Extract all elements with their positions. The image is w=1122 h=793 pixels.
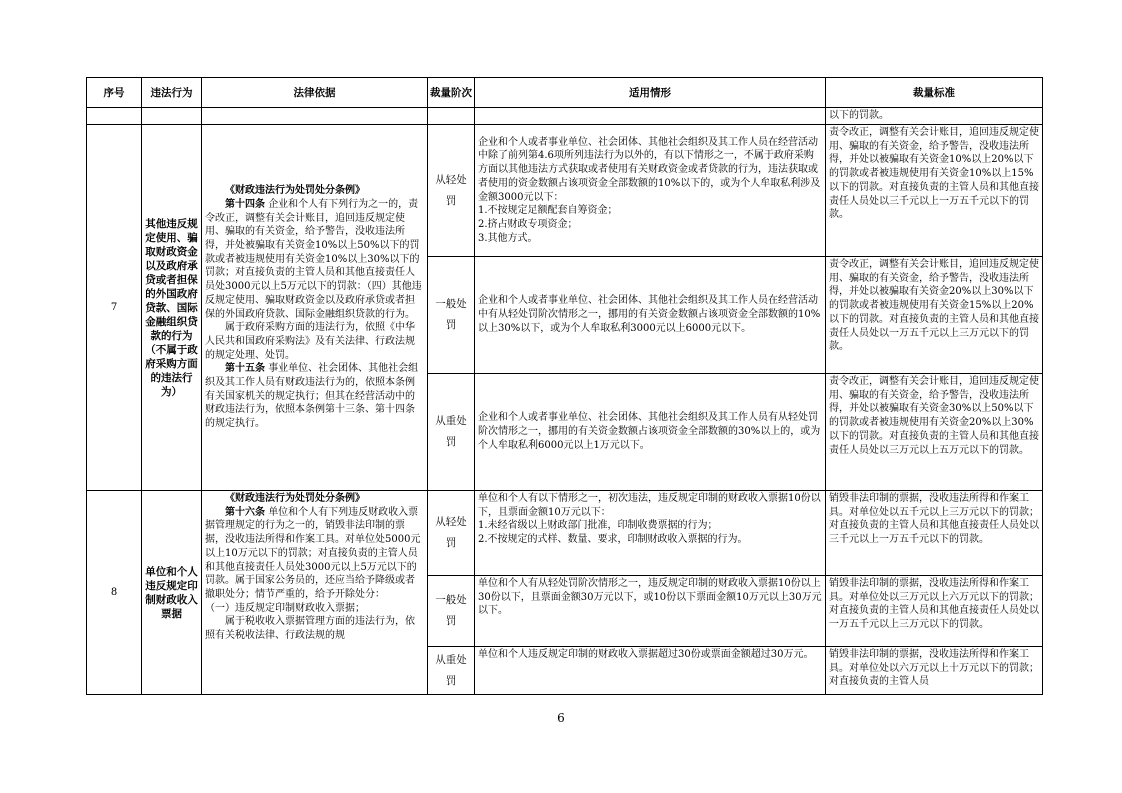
row-7-violation: 其他违反规定使用、骗取财政资金以及政府承贷或者担保的外国政府贷款、国际金融组织贷款的行为（不属于政府采购方面的违法行为） <box>142 125 202 491</box>
row-8-standard-general: 销毁非法印制的票据，没收违法所得和作案工具。对单位处以三万元以上六万元以下的罚款；对直接负责的主管人员和其他直接责任人员处以一万五千元以上三万元以下的罚款。 <box>826 576 1043 647</box>
row-8-number: 8 <box>87 491 142 695</box>
row-7-level-general: 一般处罚 <box>428 257 475 374</box>
header-basis: 法律依据 <box>202 78 428 108</box>
header-situation: 适用情形 <box>475 78 826 108</box>
row-8-situation-general: 单位和个人有从轻处罚阶次情形之一，违反规定印制的财政收入票据10份以上30份以下，且票面金额30万元以下，或10份以下票面金额10万元以上30万元以下。 <box>475 576 826 647</box>
page-number: 6 <box>557 711 565 725</box>
row-7-situation-lenient: 企业和个人或者事业单位、社会团体、其他社会组织及其工作人员在经营活动中除了前列第4.6项所列违法行为以外的，有以下情形之一，不属于政府采购方面以其他违法方式获取或者使用有关财政资金或者贷款的行为，违法获取或者使用的资金数额占该项资金全部数额的10%以下的，或为个人牟取私利涉及金额3000元以下： 1.不按规定足额配套自筹资金； 2.挤占财政专项资金； 3.其他方式。 <box>475 125 826 257</box>
row-8-article-16-text: 单位和个人有下列违反财政收入票据管理规定的行为之一的，销毁非法印制的票据，没收违法所得和作案工具。对单位处5000元以上10万元以下的罚款；对直接负责的主管人员和其他直接责任人员处3000元以上5万元以下的罚款。属于国家公务员的，还应当给予降级或者撤职处分；情节严重的，给予开除处分： <box>205 506 421 600</box>
row-8-level-lenient: 从轻处罚 <box>428 491 475 576</box>
row-7-article-15-head: 第十五条 <box>225 363 265 375</box>
row-7-situation-severe: 企业和个人或者事业单位、社会团体、其他社会组织及其工作人员有从轻处罚阶次情形之一，挪用的有关资金数额占该项资金全部数额的30%以上的，或为个人牟取私利6000元以上1万元以下。 <box>475 374 826 491</box>
row-8-standard-lenient: 销毁非法印制的票据，没收违法所得和作案工具。对单位处以五千元以上三万元以下的罚款；对直接负责的主管人员和其他直接责任人员处以三千元以上一万五千元以下的罚款。 <box>826 491 1043 576</box>
row-8-situation-lenient: 单位和个人有以下情形之一，初次违法，违反规定印制的财政收入票据10份以下，且票面金额10万元以下： 1.未经省级以上财政部门批准，印制收费票据的行为； 2.不按规定的式样、数量、要求，印制财政收入票据的行为。 <box>475 491 826 576</box>
row-7-legal-basis <box>202 125 428 491</box>
row-8-standard-severe: 销毁非法印制的票据，没收违法所得和作案工具。对单位处以六万元以上十万元以下的罚款；对直接负责的主管人员 <box>826 647 1043 695</box>
table-header-row <box>87 78 1043 108</box>
carry-over-row <box>87 108 1043 125</box>
header-standard: 裁量标准 <box>826 78 1043 108</box>
row-7-procurement-note: 属于政府采购方面的违法行为，依照《中华人民共和国政府采购法》及有关法律、行政法规的规定处理、处罚。 <box>205 322 415 361</box>
row-8-legal-basis <box>202 491 428 695</box>
row-7-article-14-head: 第十四条 <box>225 198 265 210</box>
row-7-situation-general: 企业和个人或者事业单位、社会团体、其他社会组织及其工作人员在经营活动中有从轻处罚阶次情形之一，挪用的有关资金数额占该项资金全部数额的10%以上30%以下，或为个人牟取私利3000元以上6000元以下。 <box>475 257 826 374</box>
row-8-level-severe: 从重处罚 <box>428 647 475 695</box>
row-8-article-16-head: 第十六条 <box>225 506 265 518</box>
row-8-item-1: （一）违反规定印制财政收入票据； <box>205 602 365 614</box>
row-7-article-14-text: 企业和个人有下列行为之一的，责令改正，调整有关会计账目，追回违反规定使用、骗取的有关资金，给予警告，没收违法所得，并处被骗取有关资金10%以上50%以下的罚款或者被违规使用有关资金10%以上30%以下的罚款；对直接负责的主管人员和其他直接责任人员处3000元以上5万元以下的罚款：（四）其他违反规定使用、骗取财政资金以及政府承贷或者担保的外国政府贷款、国际金融组织贷款的行为。 <box>205 198 422 320</box>
row-7-lenient <box>87 125 1043 257</box>
header-act: 违法行为 <box>142 78 202 108</box>
header-level: 裁量阶次 <box>428 78 475 108</box>
header-no: 序号 <box>87 78 142 108</box>
row-7-standard-severe: 责令改正，调整有关会计账目，追回违反规定使用、骗取的有关资金，给予警告，没收违法所得，并处以被骗取有关资金30%以上50%以下的罚款或者被违规使用有关资金20%以上30%以下的罚款。对直接负责的主管人员和其他直接责任人员处以三万元以上五万元以下的罚款。 <box>826 374 1043 491</box>
row-7-level-severe: 从重处罚 <box>428 374 475 491</box>
penalty-discretion-table <box>86 77 1043 695</box>
row-7-article-15-text: 事业单位、社会团体、其他社会组织及其工作人员有财政违法行为的，依照本条例有关国家机关的规定执行；但其在经营活动中的财政违法行为，依照本条例第十三条、第十四条的规定执行。 <box>205 363 419 430</box>
row-8-tax-note: 属于税收收入票据管理方面的违法行为，依照有关税收法律、行政法规的规 <box>205 616 415 642</box>
row-7-number: 7 <box>87 125 142 491</box>
row-7-law-title: 《财政违法行为处罚处分条例》 <box>225 185 365 197</box>
row-8-situation-severe: 单位和个人违反规定印制的财政收入票据超过30份或票面金额超过30万元。 <box>475 647 826 695</box>
row-7-standard-lenient: 责令改正，调整有关会计账目，追回违反规定使用、骗取的有关资金，给予警告，没收违法所得，并处以被骗取有关资金10%以上20%以下的罚款或者被违规使用有关资金10%以上15%以下的罚款。对直接负责的主管人员和其他直接责任人员处以三千元以上一万五千元以下的罚款。 <box>826 125 1043 257</box>
row-8-level-general: 一般处罚 <box>428 576 475 647</box>
row-7-level-lenient: 从轻处罚 <box>428 125 475 257</box>
row-8-law-title: 《财政违法行为处罚处分条例》 <box>225 493 365 504</box>
row-7-standard-general: 责令改正，调整有关会计账目，追回违反规定使用、骗取的有关资金，给予警告，没收违法所得，并处以被骗取有关资金20%以上30%以下的罚款或者被违规使用有关资金15%以上20%以下的罚款。对直接负责的主管人员和其他直接责任人员处以一万五千元以上三万元以下的罚款。 <box>826 257 1043 374</box>
row-8-violation: 单位和个人违反规定印制财政收入票据 <box>142 491 202 695</box>
row-8-lenient <box>87 491 1043 576</box>
carry-over-text: 以下的罚款。 <box>826 108 1043 125</box>
